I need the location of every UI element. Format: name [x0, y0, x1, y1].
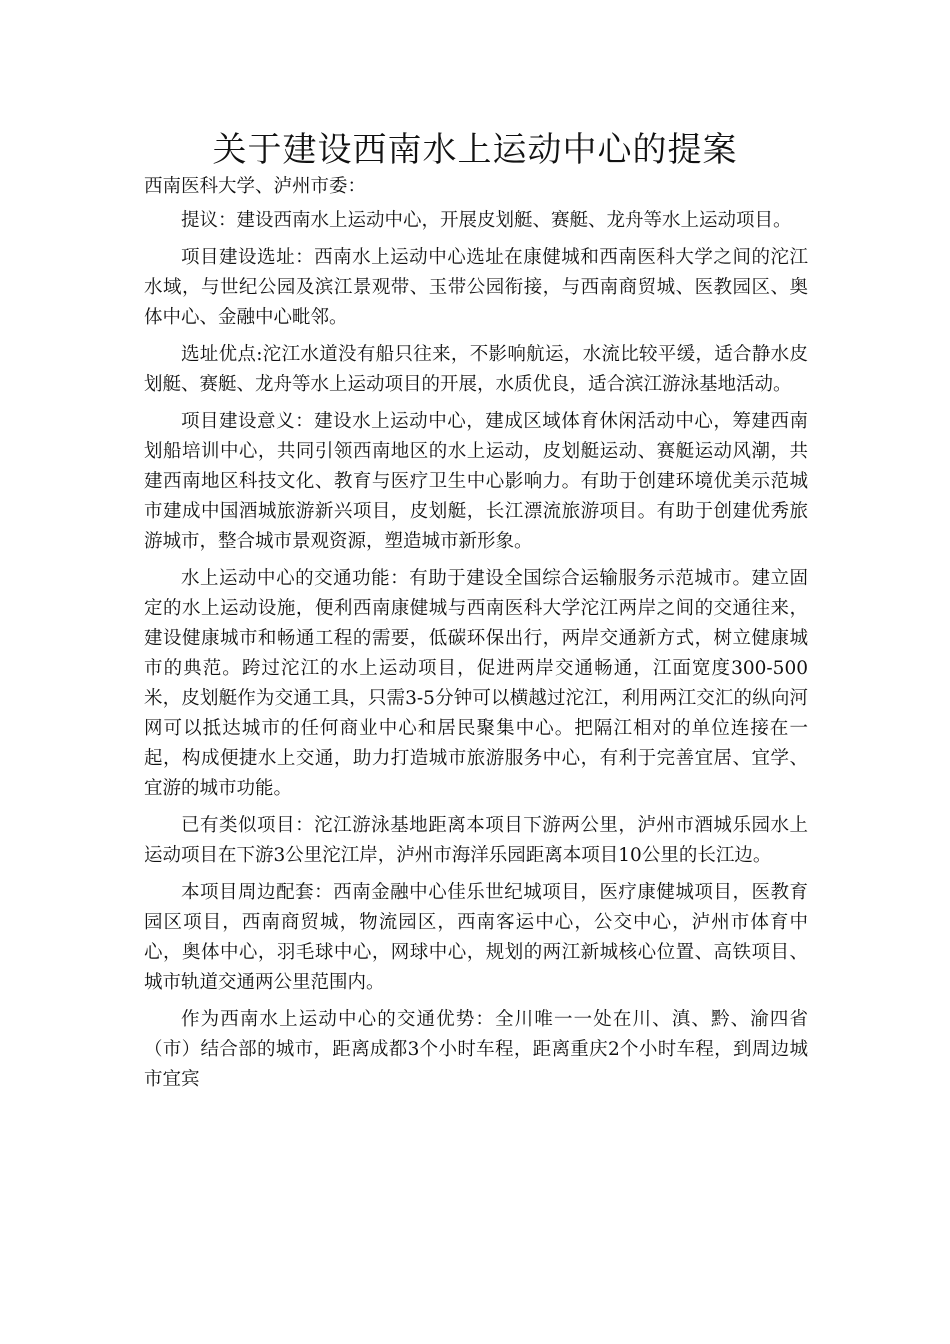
document-body — [144, 172, 808, 1102]
paragraph-surrounding-facilities: 本项目周边配套：西南金融中心佳乐世纪城项目，医疗康健城项目，医教育园区项目，西南商贸城，物流园区，西南客运中心，公交中心，泸州市体育中心，奥体中心，羽毛球中心，网球中心，规划的两江新城核心位置、高铁项目、城市轨道交通两公里范围内。 — [144, 882, 808, 993]
paragraph-site: 项目建设选址：西南水上运动中心选址在康健城和西南医科大学之间的沱江水域，与世纪公园及滨江景观带、玉带公园衔接，与西南商贸城、医教园区、奥体中心、金融中心毗邻。 — [144, 247, 808, 328]
paragraph-proposal: 提议：建设西南水上运动中心，开展皮划艇、赛艇、龙舟等水上运动项目。 — [181, 210, 792, 231]
paragraph-transport-function: 水上运动中心的交通功能：有助于建设全国综合运输服务示范城市。建立固定的水上运动设施，便利西南康健城与西南医科大学沱江两岸之间的交通往来，建设健康城市和畅通工程的需要，低碳环保出行，两岸交通新方式，树立健康城市的典范。跨过沱江的水上运动项目，促进两岸交通畅通，江面宽度300-500米，皮划艇作为交通工具，只需3-5分钟可以横越过沱江，利用两江交汇的纵向河网可以抵达城市的任何商业中心和居民聚集中心。把隔江相对的单位连接在一起，构成便捷水上交通，助力打造城市旅游服务中心，有利于完善宜居、宜学、宜游的城市功能。 — [144, 568, 808, 799]
paragraph-site-advantages: 选址优点:沱江水道没有船只往来，不影响航运，水流比较平缓，适合静水皮划艇、赛艇、龙舟等水上运动项目的开展，水质优良，适合滨江游泳基地活动。 — [144, 344, 808, 395]
paragraph-similar-projects: 已有类似项目：沱江游泳基地距离本项目下游两公里，泸州市酒城乐园水上运动项目在下游3公里沱江岸，泸州市海洋乐园距离本项目10公里的长江边。 — [144, 815, 808, 866]
salutation: 西南医科大学、泸州市委： — [144, 176, 367, 197]
paragraph-transport-advantage: 作为西南水上运动中心的交通优势：全川唯一一处在川、滇、黔、渝四省（市）结合部的城市，距离成都3个小时车程，距离重庆2个小时车程，到周边城市宜宾 — [144, 1009, 808, 1090]
paragraph-significance: 项目建设意义：建设水上运动中心，建成区域体育休闲活动中心，筹建西南划船培训中心，共同引领西南地区的水上运动，皮划艇运动、赛艇运动风潮，共建西南地区科技文化、教育与医疗卫生中心影响力。有助于创建环境优美示范城市建成中国酒城旅游新兴项目，皮划艇，长江漂流旅游项目。有助于创建优秀旅游城市，整合城市景观资源，塑造城市新形象。 — [144, 411, 808, 552]
document-title: 关于建设西南水上运动中心的提案 — [212, 130, 738, 170]
